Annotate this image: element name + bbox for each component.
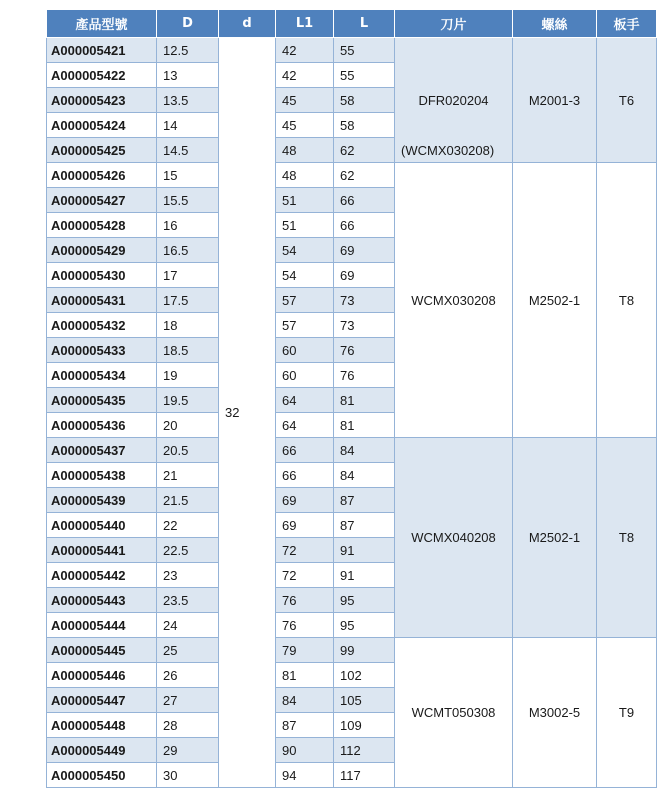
length-L1-cell: 84 bbox=[276, 688, 334, 713]
product-code-cell: A000005446 bbox=[47, 663, 157, 688]
diameter-D-cell: 29 bbox=[157, 738, 219, 763]
length-L1-cell: 48 bbox=[276, 138, 334, 163]
diameter-D-cell: 26 bbox=[157, 663, 219, 688]
length-L1-cell: 57 bbox=[276, 288, 334, 313]
product-code-cell: A000005445 bbox=[47, 638, 157, 663]
product-code-cell: A000005438 bbox=[47, 463, 157, 488]
wrench-cell: T9 bbox=[597, 638, 657, 788]
product-code-cell: A000005437 bbox=[47, 438, 157, 463]
length-L-cell: 112 bbox=[334, 738, 395, 763]
length-L-cell: 87 bbox=[334, 513, 395, 538]
length-L1-cell: 54 bbox=[276, 238, 334, 263]
diameter-D-cell: 27 bbox=[157, 688, 219, 713]
diameter-D-cell: 28 bbox=[157, 713, 219, 738]
wrench-cell: T8 bbox=[597, 438, 657, 638]
table-row bbox=[47, 163, 657, 188]
length-L-cell: 87 bbox=[334, 488, 395, 513]
length-L1-cell: 90 bbox=[276, 738, 334, 763]
insert-cell bbox=[395, 438, 513, 638]
product-code-cell: A000005440 bbox=[47, 513, 157, 538]
diameter-D-cell: 17 bbox=[157, 263, 219, 288]
table-row bbox=[47, 38, 657, 63]
product-code-cell: A000005447 bbox=[47, 688, 157, 713]
length-L1-cell: 51 bbox=[276, 188, 334, 213]
diameter-D-cell: 30 bbox=[157, 763, 219, 788]
length-L-cell: 91 bbox=[334, 563, 395, 588]
length-L-cell: 73 bbox=[334, 313, 395, 338]
product-code-cell: A000005423 bbox=[47, 88, 157, 113]
product-code-cell: A000005449 bbox=[47, 738, 157, 763]
product-code-cell: A000005444 bbox=[47, 613, 157, 638]
length-L-cell: 91 bbox=[334, 538, 395, 563]
header-screw: 螺絲 bbox=[513, 10, 597, 38]
diameter-D-cell: 16 bbox=[157, 213, 219, 238]
length-L-cell: 99 bbox=[334, 638, 395, 663]
insert-cell bbox=[395, 163, 513, 438]
length-L-cell: 62 bbox=[334, 138, 395, 163]
product-code-cell: A000005428 bbox=[47, 213, 157, 238]
diameter-D-cell: 15 bbox=[157, 163, 219, 188]
length-L1-cell: 42 bbox=[276, 63, 334, 88]
header-D: D bbox=[157, 10, 219, 38]
length-L1-cell: 76 bbox=[276, 613, 334, 638]
diameter-D-cell: 22.5 bbox=[157, 538, 219, 563]
diameter-D-cell: 18.5 bbox=[157, 338, 219, 363]
insert-name: WCMT050308 bbox=[411, 705, 496, 720]
length-L-cell: 81 bbox=[334, 413, 395, 438]
wrench-cell: T6 bbox=[597, 38, 657, 163]
product-code-cell: A000005431 bbox=[47, 288, 157, 313]
diameter-D-cell: 19.5 bbox=[157, 388, 219, 413]
product-code-cell: A000005426 bbox=[47, 163, 157, 188]
length-L-cell: 81 bbox=[334, 388, 395, 413]
length-L1-cell: 54 bbox=[276, 263, 334, 288]
length-L1-cell: 60 bbox=[276, 338, 334, 363]
diameter-D-cell: 22 bbox=[157, 513, 219, 538]
screw-cell: M2502-1 bbox=[513, 163, 597, 438]
length-L1-cell: 72 bbox=[276, 563, 334, 588]
product-spec-table bbox=[46, 9, 657, 788]
length-L1-cell: 72 bbox=[276, 538, 334, 563]
length-L1-cell: 48 bbox=[276, 163, 334, 188]
product-code-cell: A000005434 bbox=[47, 363, 157, 388]
diameter-D-cell: 13 bbox=[157, 63, 219, 88]
diameter-D-cell: 24 bbox=[157, 613, 219, 638]
product-code-cell: A000005422 bbox=[47, 63, 157, 88]
shank-d-cell: 32 bbox=[219, 38, 276, 788]
spec-table-container bbox=[46, 9, 656, 788]
length-L-cell: 55 bbox=[334, 63, 395, 88]
diameter-D-cell: 18 bbox=[157, 313, 219, 338]
length-L1-cell: 69 bbox=[276, 513, 334, 538]
length-L-cell: 117 bbox=[334, 763, 395, 788]
table-row bbox=[47, 438, 657, 463]
diameter-D-cell: 23.5 bbox=[157, 588, 219, 613]
length-L-cell: 102 bbox=[334, 663, 395, 688]
length-L-cell: 105 bbox=[334, 688, 395, 713]
product-code-cell: A000005427 bbox=[47, 188, 157, 213]
length-L-cell: 55 bbox=[334, 38, 395, 63]
insert-name: WCMX040208 bbox=[411, 530, 496, 545]
product-code-cell: A000005432 bbox=[47, 313, 157, 338]
insert-alternate: (WCMX030208) bbox=[401, 143, 495, 158]
screw-cell: M2001-3 bbox=[513, 38, 597, 163]
product-code-cell: A000005421 bbox=[47, 38, 157, 63]
length-L-cell: 84 bbox=[334, 463, 395, 488]
length-L-cell: 95 bbox=[334, 613, 395, 638]
diameter-D-cell: 12.5 bbox=[157, 38, 219, 63]
length-L1-cell: 94 bbox=[276, 763, 334, 788]
product-code-cell: A000005425 bbox=[47, 138, 157, 163]
length-L1-cell: 51 bbox=[276, 213, 334, 238]
length-L1-cell: 69 bbox=[276, 488, 334, 513]
product-code-cell: A000005439 bbox=[47, 488, 157, 513]
header-wrench: 板手 bbox=[597, 10, 657, 38]
insert-name: WCMX030208 bbox=[411, 292, 496, 308]
diameter-D-cell: 25 bbox=[157, 638, 219, 663]
length-L-cell: 66 bbox=[334, 213, 395, 238]
diameter-D-cell: 19 bbox=[157, 363, 219, 388]
length-L-cell: 66 bbox=[334, 188, 395, 213]
header-L1: L1 bbox=[276, 10, 334, 38]
product-code-cell: A000005450 bbox=[47, 763, 157, 788]
length-L-cell: 69 bbox=[334, 263, 395, 288]
diameter-D-cell: 16.5 bbox=[157, 238, 219, 263]
length-L1-cell: 64 bbox=[276, 413, 334, 438]
diameter-D-cell: 23 bbox=[157, 563, 219, 588]
length-L1-cell: 45 bbox=[276, 113, 334, 138]
insert-cell bbox=[395, 38, 513, 163]
product-code-cell: A000005430 bbox=[47, 263, 157, 288]
product-code-cell: A000005435 bbox=[47, 388, 157, 413]
product-code-cell: A000005433 bbox=[47, 338, 157, 363]
length-L1-cell: 76 bbox=[276, 588, 334, 613]
length-L1-cell: 81 bbox=[276, 663, 334, 688]
length-L1-cell: 66 bbox=[276, 463, 334, 488]
product-code-cell: A000005436 bbox=[47, 413, 157, 438]
diameter-D-cell: 20.5 bbox=[157, 438, 219, 463]
header-insert: 刀片 bbox=[395, 10, 513, 38]
length-L-cell: 62 bbox=[334, 163, 395, 188]
length-L1-cell: 60 bbox=[276, 363, 334, 388]
wrench-cell: T8 bbox=[597, 163, 657, 438]
diameter-D-cell: 21.5 bbox=[157, 488, 219, 513]
diameter-D-cell: 21 bbox=[157, 463, 219, 488]
table-row bbox=[47, 638, 657, 663]
length-L1-cell: 45 bbox=[276, 88, 334, 113]
diameter-D-cell: 14 bbox=[157, 113, 219, 138]
header-d: d bbox=[219, 10, 276, 38]
diameter-D-cell: 14.5 bbox=[157, 138, 219, 163]
length-L-cell: 69 bbox=[334, 238, 395, 263]
insert-cell bbox=[395, 638, 513, 788]
diameter-D-cell: 15.5 bbox=[157, 188, 219, 213]
product-code-cell: A000005443 bbox=[47, 588, 157, 613]
length-L-cell: 109 bbox=[334, 713, 395, 738]
length-L-cell: 95 bbox=[334, 588, 395, 613]
length-L-cell: 84 bbox=[334, 438, 395, 463]
screw-cell: M3002-5 bbox=[513, 638, 597, 788]
length-L1-cell: 64 bbox=[276, 388, 334, 413]
diameter-D-cell: 20 bbox=[157, 413, 219, 438]
product-code-cell: A000005442 bbox=[47, 563, 157, 588]
diameter-D-cell: 13.5 bbox=[157, 88, 219, 113]
product-code-cell: A000005424 bbox=[47, 113, 157, 138]
length-L1-cell: 79 bbox=[276, 638, 334, 663]
length-L1-cell: 87 bbox=[276, 713, 334, 738]
length-L1-cell: 57 bbox=[276, 313, 334, 338]
length-L-cell: 76 bbox=[334, 338, 395, 363]
table-body bbox=[47, 38, 657, 788]
diameter-D-cell: 17.5 bbox=[157, 288, 219, 313]
insert-name: DFR020204 bbox=[418, 92, 489, 108]
header-L: L bbox=[334, 10, 395, 38]
length-L-cell: 76 bbox=[334, 363, 395, 388]
length-L1-cell: 66 bbox=[276, 438, 334, 463]
length-L-cell: 73 bbox=[334, 288, 395, 313]
length-L1-cell: 42 bbox=[276, 38, 334, 63]
length-L-cell: 58 bbox=[334, 113, 395, 138]
length-L-cell: 58 bbox=[334, 88, 395, 113]
product-code-cell: A000005448 bbox=[47, 713, 157, 738]
product-code-cell: A000005429 bbox=[47, 238, 157, 263]
header-product-code: 產品型號 bbox=[47, 10, 157, 38]
table-header-row bbox=[47, 10, 657, 38]
product-code-cell: A000005441 bbox=[47, 538, 157, 563]
screw-cell: M2502-1 bbox=[513, 438, 597, 638]
